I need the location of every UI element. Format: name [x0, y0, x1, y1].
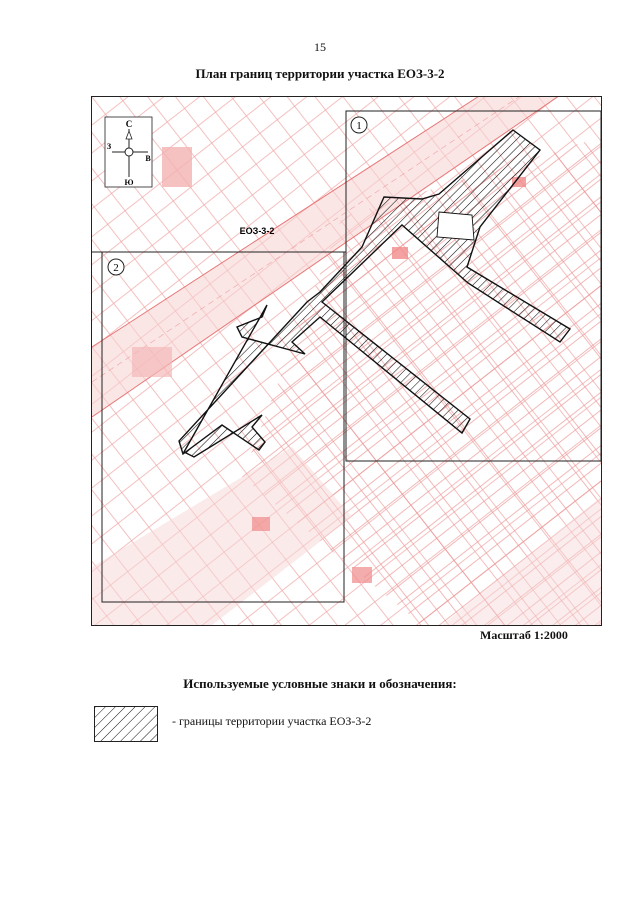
sheet-1-number: [351, 117, 367, 133]
compass-north: С: [125, 119, 133, 129]
compass-south: Ю: [124, 178, 134, 187]
sheet-2-number: [108, 259, 124, 275]
legend-item-text: - границы территории участка ЕОЗ-3-2: [172, 714, 372, 728]
compass-west: З: [106, 142, 112, 151]
page-title: План границ территории участка ЕОЗ-3-2: [195, 66, 445, 81]
svg-text:1: 1: [356, 120, 362, 132]
compass-rose: [105, 117, 152, 187]
scale-label: Масштаб 1:2000: [480, 628, 568, 642]
svg-text:2: 2: [113, 262, 119, 274]
zone-label: ЕОЗ-3-2: [239, 226, 275, 236]
compass-east: В: [145, 154, 151, 163]
map-canvas: [92, 97, 601, 625]
legend-hatch-swatch: [94, 706, 158, 742]
legend-title: Используемые условные знаки и обозначения:: [183, 676, 457, 691]
map-frame: [91, 96, 602, 626]
page-number: 15: [314, 40, 326, 54]
